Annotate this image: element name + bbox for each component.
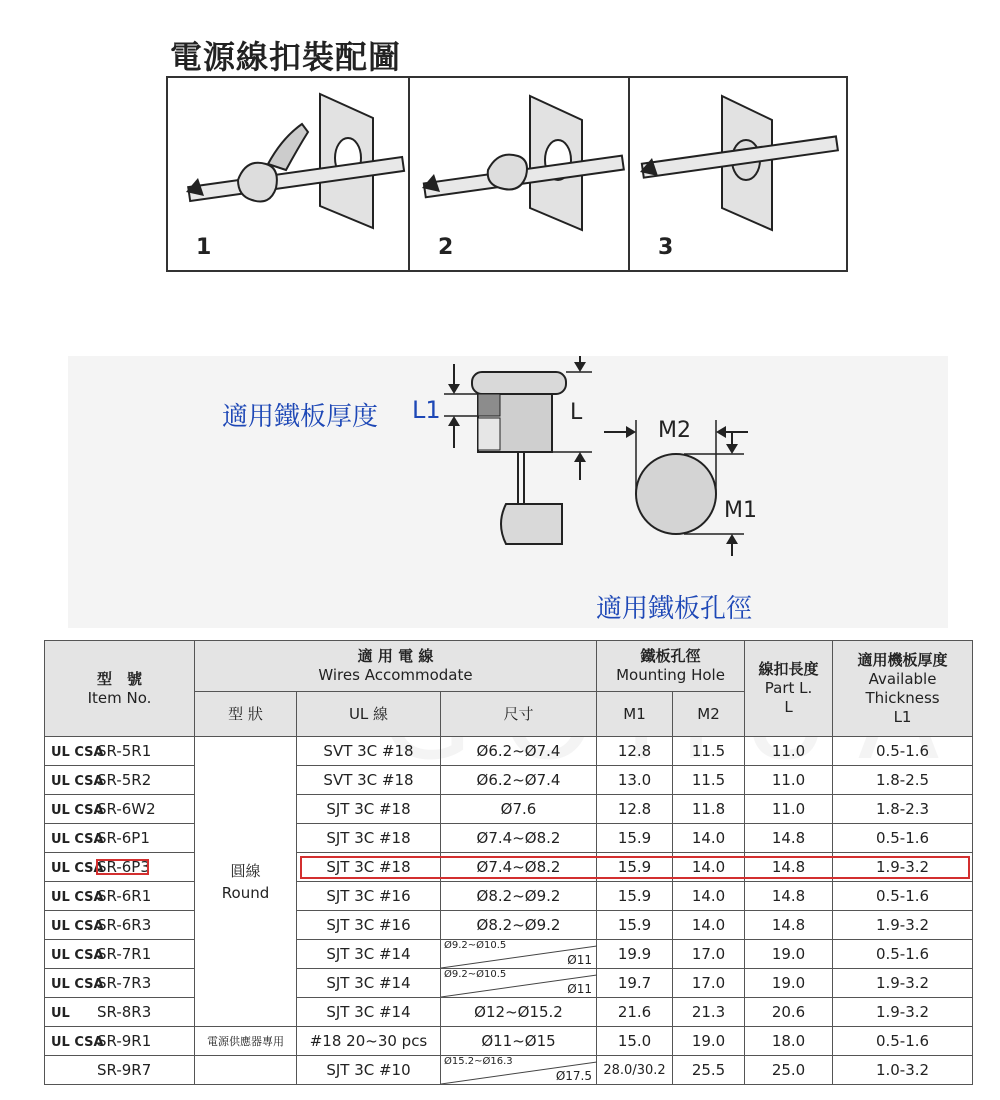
m2-cell: 25.5 — [673, 1056, 745, 1085]
header-thickness-en2: Thickness — [865, 688, 940, 707]
shape-round-cell — [195, 737, 297, 1027]
certification-marks: UL CSA — [51, 948, 104, 963]
length-cell: 19.0 — [745, 940, 833, 969]
header-size: 尺寸 — [441, 692, 597, 737]
shape-round-cn: 圓線 — [230, 861, 261, 880]
length-cell: 18.0 — [745, 1027, 833, 1056]
assembly-step-1-panel — [168, 78, 410, 270]
assembly-step-2-number: 2 — [438, 235, 454, 260]
item-cell — [45, 1027, 195, 1056]
item-number: SR-5R1 — [97, 742, 152, 760]
size-cell: Ø6.2~Ø7.4 — [441, 766, 597, 795]
certification-marks: UL CSA — [51, 774, 104, 789]
certification-marks: UL CSA — [51, 919, 104, 934]
size-cell: Ø11~Ø15 — [441, 1027, 597, 1056]
hole-diameter-label: 適用鐵板孔徑 — [596, 594, 753, 624]
thickness-cell: 1.0-3.2 — [833, 1056, 973, 1085]
header-wires-cn: 適 用 電 線 — [357, 647, 434, 665]
ul-cell: SJT 3C #10 — [297, 1056, 441, 1085]
assembly-step-2-panel — [410, 78, 630, 270]
m2-cell: 17.0 — [673, 969, 745, 998]
header-thickness — [833, 641, 973, 737]
assembly-step-3-number: 3 — [658, 235, 674, 260]
header-length-en: Part L. — [764, 679, 813, 697]
m2-cell: 14.0 — [673, 882, 745, 911]
spec-table — [44, 640, 973, 1085]
shape-round-en: Round — [221, 883, 270, 902]
header-m1: M1 — [597, 692, 673, 737]
table-row — [45, 911, 973, 940]
size-split-cell — [441, 969, 597, 998]
certification-marks: UL — [51, 1006, 70, 1021]
m1-cell: 15.9 — [597, 824, 673, 853]
item-number: SR-6W2 — [97, 800, 156, 818]
length-cell: 14.8 — [745, 824, 833, 853]
item-cell — [45, 911, 195, 940]
header-hole-cn: 鐵板孔徑 — [640, 647, 701, 665]
certification-marks: UL CSA — [51, 861, 104, 876]
ul-cell: SJT 3C #14 — [297, 940, 441, 969]
ul-cell: SJT 3C #14 — [297, 969, 441, 998]
item-number: SR-6P1 — [97, 829, 150, 847]
size-cell: Ø8.2~Ø9.2 — [441, 911, 597, 940]
m1-cell: 15.9 — [597, 853, 673, 882]
table-row — [45, 940, 973, 969]
certification-marks: UL CSA — [51, 832, 104, 847]
dimension-diagram — [68, 356, 948, 628]
length-cell: 11.0 — [745, 737, 833, 766]
size-split — [441, 1056, 596, 1084]
length-cell: 20.6 — [745, 998, 833, 1027]
table-row — [45, 766, 973, 795]
thickness-cell: 0.5-1.6 — [833, 940, 973, 969]
table-row-highlighted — [45, 853, 973, 882]
l-label: L — [570, 400, 583, 425]
size-cell: Ø7.6 — [441, 795, 597, 824]
certification-marks: UL CSA — [51, 977, 104, 992]
header-thickness-en1: Available — [868, 669, 937, 688]
m2-cell: 14.0 — [673, 853, 745, 882]
length-cell: 19.0 — [745, 969, 833, 998]
header-wires — [195, 641, 597, 692]
header-hole — [597, 641, 745, 692]
shape-power-cell: 電源供應器專用 — [195, 1027, 297, 1056]
ul-cell: SJT 3C #18 — [297, 853, 441, 882]
thickness-cell: 0.5-1.6 — [833, 1027, 973, 1056]
header-thickness-l1: L1 — [893, 707, 912, 726]
size-cell: Ø12~Ø15.2 — [441, 998, 597, 1027]
certification-marks: UL CSA — [51, 890, 104, 905]
header-length — [745, 641, 833, 737]
m2-cell: 14.0 — [673, 824, 745, 853]
table-row — [45, 998, 973, 1027]
m2-cell: 21.3 — [673, 998, 745, 1027]
header-item-en: Item No. — [87, 688, 152, 707]
length-cell: 14.8 — [745, 882, 833, 911]
thickness-cell: 1.9-3.2 — [833, 853, 973, 882]
m2-cell: 17.0 — [673, 940, 745, 969]
size-cell: Ø7.4~Ø8.2 — [441, 853, 597, 882]
table-row — [45, 795, 973, 824]
table-row — [45, 882, 973, 911]
m1-cell: 15.0 — [597, 1027, 673, 1056]
spec-table-body — [45, 737, 973, 1085]
size-cell: Ø8.2~Ø9.2 — [441, 882, 597, 911]
size-cell: Ø6.2~Ø7.4 — [441, 737, 597, 766]
item-cell — [45, 882, 195, 911]
size-split-cell — [441, 940, 597, 969]
m2-cell: 11.5 — [673, 737, 745, 766]
assembly-title: 電源線扣裝配圖 — [170, 38, 402, 76]
item-number: SR-6P3 — [97, 858, 150, 876]
header-thickness-cn: 適用機板厚度 — [857, 650, 948, 669]
m2-label: M2 — [658, 418, 691, 443]
ul-cell: SJT 3C #14 — [297, 998, 441, 1027]
assembly-step-3-panel — [630, 78, 846, 270]
header-item-cn: 型 號 — [96, 669, 142, 688]
thickness-cell: 0.5-1.6 — [833, 824, 973, 853]
certification-marks: UL CSA — [51, 803, 104, 818]
thickness-cell: 1.9-3.2 — [833, 998, 973, 1027]
size-split — [441, 969, 596, 997]
header-length-l: L — [784, 698, 793, 716]
size-max: Ø11 — [567, 982, 593, 996]
table-row — [45, 1056, 973, 1085]
length-cell: 25.0 — [745, 1056, 833, 1085]
m1-cell: 15.9 — [597, 882, 673, 911]
size-max: Ø11 — [567, 953, 593, 967]
m1-label: M1 — [724, 498, 757, 523]
m1-cell: 19.7 — [597, 969, 673, 998]
item-number: SR-5R2 — [97, 771, 152, 789]
table-row — [45, 824, 973, 853]
length-cell: 11.0 — [745, 795, 833, 824]
ul-cell: SJT 3C #16 — [297, 882, 441, 911]
certification-marks: UL CSA — [51, 745, 104, 760]
item-cell — [45, 940, 195, 969]
shape-empty-cell — [195, 1056, 297, 1085]
item-number: SR-9R7 — [97, 1061, 152, 1079]
size-range: Ø9.2~Ø10.5 — [444, 940, 507, 951]
thickness-cell: 0.5-1.6 — [833, 737, 973, 766]
item-number: SR-7R1 — [97, 945, 152, 963]
item-cell — [45, 737, 195, 766]
ul-cell: SVT 3C #18 — [297, 766, 441, 795]
certification-marks: UL CSA — [51, 1035, 104, 1050]
item-cell — [45, 1056, 195, 1085]
size-range: Ø15.2~Ø16.3 — [444, 1056, 513, 1067]
ul-cell: SVT 3C #18 — [297, 737, 441, 766]
item-cell — [45, 853, 195, 882]
table-row — [45, 737, 973, 766]
item-cell — [45, 766, 195, 795]
header-item — [45, 641, 195, 737]
m1-cell: 21.6 — [597, 998, 673, 1027]
ul-cell: SJT 3C #18 — [297, 795, 441, 824]
m2-cell: 14.0 — [673, 911, 745, 940]
header-wires-en: Wires Accommodate — [318, 666, 473, 684]
ul-cell: SJT 3C #16 — [297, 911, 441, 940]
m1-cell: 19.9 — [597, 940, 673, 969]
item-number: SR-6R3 — [97, 916, 152, 934]
assembly-step-1-number: 1 — [196, 235, 212, 260]
dimension-drawing — [68, 356, 948, 628]
size-range: Ø9.2~Ø10.5 — [444, 969, 507, 980]
m1-cell: 12.8 — [597, 795, 673, 824]
m1-cell: 12.8 — [597, 737, 673, 766]
length-cell: 14.8 — [745, 911, 833, 940]
m2-cell: 11.8 — [673, 795, 745, 824]
m1-cell: 15.9 — [597, 911, 673, 940]
length-cell: 14.8 — [745, 853, 833, 882]
item-number: SR-9R1 — [97, 1032, 152, 1050]
table-row — [45, 1027, 973, 1056]
ul-cell: #18 20~30 pcs — [297, 1027, 441, 1056]
item-number: SR-7R3 — [97, 974, 152, 992]
spec-table-wrapper — [44, 640, 972, 1085]
item-number: SR-8R3 — [97, 1003, 152, 1021]
header-hole-en: Mounting Hole — [616, 666, 725, 684]
header-length-cn: 線扣長度 — [758, 660, 819, 678]
header-shape: 型 狀 — [195, 692, 297, 737]
item-cell — [45, 795, 195, 824]
m2-cell: 19.0 — [673, 1027, 745, 1056]
m2-cell: 11.5 — [673, 766, 745, 795]
item-cell — [45, 969, 195, 998]
item-cell — [45, 998, 195, 1027]
size-max: Ø17.5 — [555, 1069, 593, 1083]
thickness-cell: 1.8-2.3 — [833, 795, 973, 824]
item-cell — [45, 824, 195, 853]
thickness-cell: 1.8-2.5 — [833, 766, 973, 795]
ul-cell: SJT 3C #18 — [297, 824, 441, 853]
header-m2: M2 — [673, 692, 745, 737]
thickness-cell: 1.9-3.2 — [833, 911, 973, 940]
length-cell: 11.0 — [745, 766, 833, 795]
assembly-diagram — [166, 76, 848, 272]
plate-thickness-label: 適用鐵板厚度 — [222, 402, 379, 432]
size-split-cell — [441, 1056, 597, 1085]
table-row — [45, 969, 973, 998]
item-number: SR-6R1 — [97, 887, 152, 905]
thickness-cell: 1.9-3.2 — [833, 969, 973, 998]
size-cell: Ø7.4~Ø8.2 — [441, 824, 597, 853]
m1-cell: 28.0/30.2 — [597, 1056, 673, 1085]
header-ul: UL 線 — [297, 692, 441, 737]
l1-label: L1 — [412, 396, 441, 424]
m1-cell: 13.0 — [597, 766, 673, 795]
size-split — [441, 940, 596, 968]
thickness-cell: 0.5-1.6 — [833, 882, 973, 911]
